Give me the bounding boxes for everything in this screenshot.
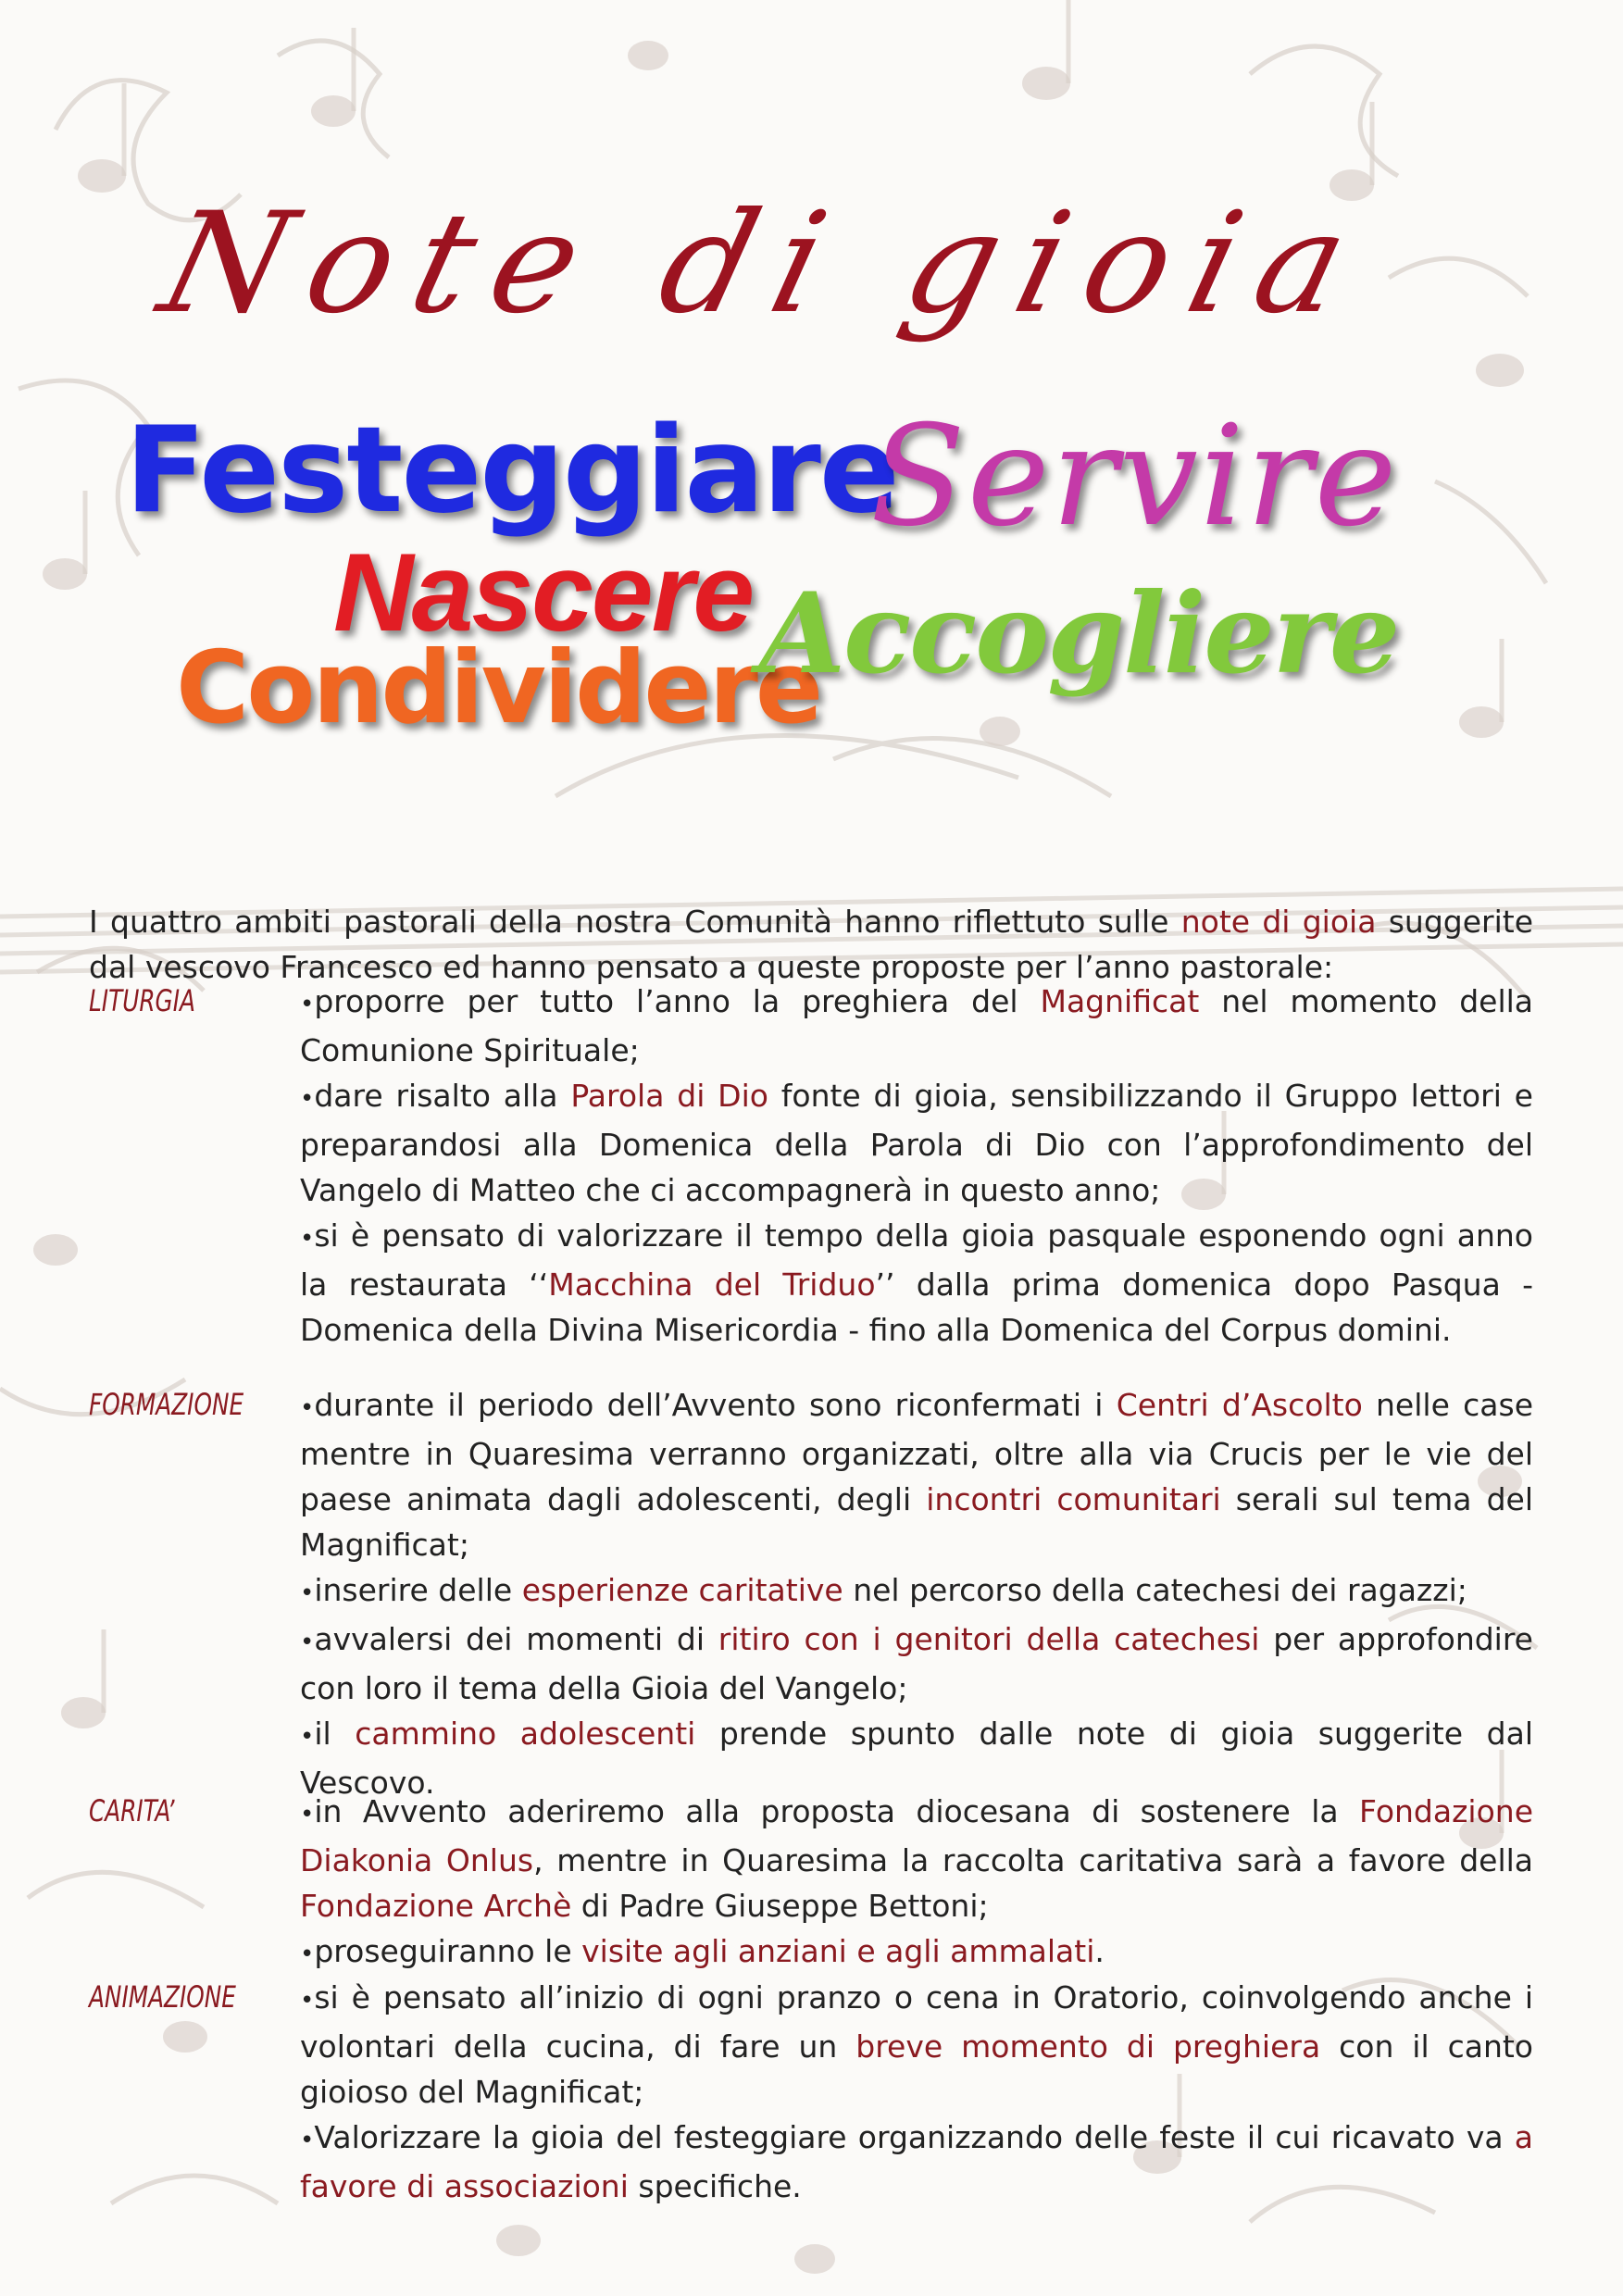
section-label: FORMAZIONE (89, 1387, 244, 1422)
list-item: • Valorizzare la gioia del festeggiare organizzando delle feste il cui ricavato va a favore di associazioni specifiche. (300, 2115, 1533, 2209)
list-item: • si è pensato all’inizio di ogni pranzo o cena in Oratorio, coinvolgendo anche i volontari della cucina, di fare un breve momento di preghiera con il canto gioioso del Magnificat; (300, 1975, 1533, 2115)
highlight: incontri comunitari (926, 1481, 1221, 1517)
wordart-condividere: Condividere (176, 630, 821, 746)
list-item: • proporre per tutto l’anno la preghiera del Magnificat nel momento della Comunione Spirituale; (300, 979, 1533, 1073)
highlight: breve momento di preghiera (855, 2028, 1321, 2065)
list-item: • in Avvento aderiremo alla proposta diocesana di sostenere la Fondazione Diakonia Onlus, mentre in Quaresima la raccolta caritativa sarà a favore della Fondazione Archè di Padre Giuseppe Bettoni; (300, 1789, 1533, 1928)
section-label: ANIMAZIONE (89, 1979, 236, 2015)
highlight: Macchina del Triduo (548, 1267, 876, 1303)
section-label: CARITA’ (89, 1793, 175, 1828)
list-item: • dare risalto alla Parola di Dio fonte di gioia, sensibilizzando il Gruppo lettori e preparandosi alla Domenica della Parola di Dio con l’approfondimento del Vangelo di Matteo che ci accompagnerà in questo anno; (300, 1073, 1533, 1213)
intro-highlight: note di gioia (1180, 904, 1377, 940)
list-item: • inserire delle esperienze caritative nel percorso della catechesi dei ragazzi; (300, 1567, 1533, 1616)
list-item: • proseguiranno le visite agli anziani e agli ammalati. (300, 1928, 1533, 1978)
section-label: LITURGIA (89, 983, 195, 1018)
highlight: a favore di associazioni (300, 2119, 1533, 2204)
wordart-servire: Servire (870, 396, 1399, 557)
section-items (300, 1975, 1533, 2209)
list-item: • avvalersi dei momenti di ritiro con i genitori della catechesi per approfondire con loro il tema della Gioia del Vangelo; (300, 1616, 1533, 1711)
wordart-accogliere: Accogliere (759, 568, 1399, 699)
intro-text: I quattro ambiti pastorali della nostra Comunità hanno riflettuto sulle (89, 904, 1181, 940)
list-item: • durante il periodo dell’Avvento sono riconfermati i Centri d’Ascolto nelle case mentre in Quaresima verranno organizzati, oltre alla via Crucis per le vie del paese animata dagli adolescenti, degli incontri comunitari serali sul tema del Magnificat; (300, 1382, 1533, 1567)
list-item: • si è pensato di valorizzare il tempo della gioia pasquale esponendo ogni anno la restaurata ‘‘Macchina del Triduo’’ dalla prima domenica dopo Pasqua - Domenica della Divina Misericordia - fino alla Domenica del Corpus domini. (300, 1213, 1533, 1353)
intro-text: suggerite dal vescovo Francesco ed hanno pensato a queste proposte per l’anno pastorale: (89, 904, 1533, 985)
highlight: Fondazione Archè (300, 1888, 572, 1924)
highlight: visite agli anziani e agli ammalati (581, 1933, 1095, 1969)
highlight: Centri d’Ascolto (1116, 1387, 1363, 1423)
highlight: ritiro con i genitori della catechesi (718, 1621, 1260, 1657)
script-title: Note di gioia (146, 183, 1385, 344)
wordart-festeggiare: Festeggiare (125, 402, 898, 540)
section-items (300, 1789, 1533, 1978)
highlight: esperienze caritative (521, 1572, 843, 1608)
wordart-nascere: Nascere (333, 530, 754, 655)
highlight: cammino adolescenti (355, 1716, 696, 1752)
highlight: Fondazione Diakonia Onlus (300, 1793, 1533, 1878)
intro-paragraph (89, 899, 1533, 990)
section-items (300, 1382, 1533, 1805)
highlight: Magnificat (1040, 983, 1200, 1019)
list-item: • il cammino adolescenti prende spunto dalle note di gioia suggerite dal Vescovo. (300, 1711, 1533, 1805)
highlight: Parola di Dio (570, 1078, 768, 1114)
section-items (300, 979, 1533, 1353)
